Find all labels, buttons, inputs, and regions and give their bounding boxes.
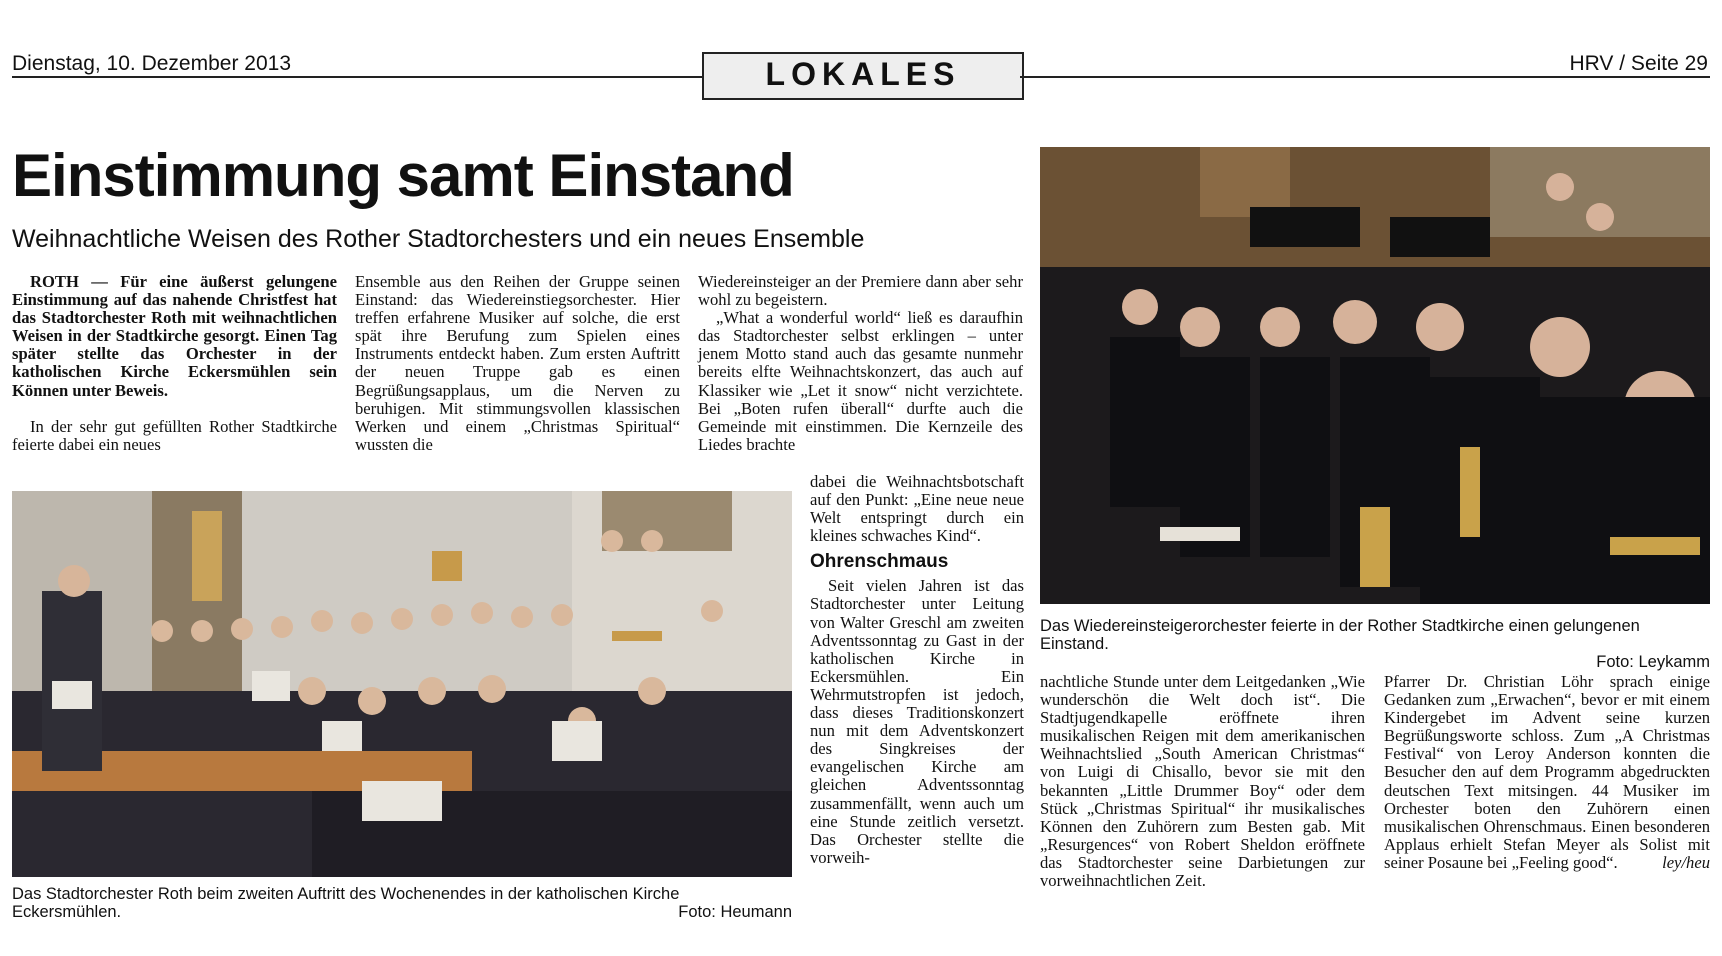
header-rule-left bbox=[12, 76, 702, 78]
paragraph: Ensemble aus den Reihen der Gruppe seinen Einstand: das Wiedereinstiegsorchester. Hier treffen erfahrene Musiker auf solche, die erst spät ihre Berufung zum Spielen eines Instruments entdeckt haben. Zum ersten Auftritt der neuen Truppe gab es einen Begrüßungsapplaus, um die Nerven zu beruhigen. Mit stimmungsvollen klassischen Werken und einem „Christmas Spiritual“ wussten die bbox=[355, 272, 680, 454]
paragraph: In der sehr gut gefüllten Rother Stadtkirche feierte dabei ein neues bbox=[12, 416, 337, 454]
header-rule-right bbox=[1020, 76, 1710, 78]
lead-paragraph: ROTH — Für eine äußerst gelungene Einstimmung auf das nahende Christfest hat das Stadtorchester Roth mit weihnachtlichen Weisen in der Stadtkirche gesorgt. Einen Tag später stellte das Orchester in der katholischen Kirche Eckersmühlen sein Können unter Beweis. bbox=[12, 272, 337, 400]
subheading-ohrenschmaus: Ohrenschmaus bbox=[810, 551, 949, 573]
text-column-5 bbox=[1384, 673, 1710, 872]
issue-date: Dienstag, 10. Dezember 2013 bbox=[12, 52, 291, 75]
headline: Einstimmung samt Einstand bbox=[12, 142, 794, 209]
text-column-2 bbox=[355, 273, 680, 454]
author-signature: ley/heu bbox=[1662, 853, 1710, 873]
section-label: LOKALES bbox=[702, 52, 1024, 100]
caption-text: Das Stadtorchester Roth beim zweiten Auftritt des Wochenendes in der katholischen Kirche Eckersmühlen. bbox=[12, 885, 680, 921]
photo-credit: Foto: Heumann bbox=[678, 903, 792, 921]
text-column-3-bottom bbox=[810, 473, 1024, 867]
photo-stadtorchester bbox=[12, 491, 792, 877]
text-column-3-top bbox=[698, 273, 1023, 454]
photo-wiedereinsteigerorchester bbox=[1040, 147, 1710, 604]
orchestra-church-image bbox=[12, 491, 792, 877]
text-column-1 bbox=[12, 273, 337, 454]
paragraph: Wiedereinsteiger an der Premiere dann aber sehr wohl zu begeistern. bbox=[698, 272, 1023, 310]
page-number: HRV / Seite 29 bbox=[1569, 52, 1708, 75]
photo-left-caption bbox=[12, 885, 792, 921]
photo-right-caption bbox=[1040, 617, 1710, 671]
paragraph: Pfarrer Dr. Christian Löhr sprach einige Gedanken zum „Erwachen“, bevor er mit einem Kindergebet im Advent seine kurzen Begrüßungsworte schloss. Zum „A Christmas Festival“ von Leroy Anderson konnten die Besucher den auf dem Programm abgedruckten deutschen Text mitsingen. 44 Musiker im Orchester boten den Zuhörern einen musikalischen Ohrenschmaus. Einen besonderen Applaus erhielt Stefan Meyer als Solist mit seiner Posaune bei „Feeling good“. bbox=[1384, 672, 1710, 872]
paragraph: Seit vielen Jahren ist das Stadtorchester unter Leitung von Walter Greschl am zweiten Adventssonntag zu Gast in der katholischen Kirche in Eckersmühlen. Ein Wehrmutstropfen ist jedoch, dass dieses Traditionskonzert nun mit dem Adventskonzert des Singkreises der evangelischen Kirche am gleichen Adventssonntag zusammenfällt, wenn auch um eine Stunde zeitlich versetzt. Das Orchester stellte die vorweih- bbox=[810, 576, 1024, 867]
paragraph: nachtliche Stunde unter dem Leitgedanken „Wie wunderschön die Welt doch ist“. Die Stadtjugendkapelle eröffnete ihren musikalischen Reigen mit dem amerikanischen Weihnachtslied „South American Christmas“ von Luigi di Chisallo, bevor sie mit den bekannten „Little Drummer Boy“ oder dem Stück „Christmas Spiritual“ ihr musikalisches Können den Zuhörern zum Besten gab. Mit „Resurgences“ von Robert Sheldon eröffnete das Stadtorchester seine Darbietungen zur vorweihnachtlichen Zeit. bbox=[1040, 672, 1365, 891]
subheadline: Weihnachtliche Weisen des Rother Stadtorchesters und ein neues Ensemble bbox=[12, 225, 865, 253]
paragraph: dabei die Weihnachtsbotschaft auf den Punkt: „Eine neue neue Welt entspringt durch ein kleines schwaches Kind“. bbox=[810, 472, 1024, 546]
text-column-4 bbox=[1040, 673, 1365, 890]
photo-credit: Foto: Leykamm bbox=[1596, 653, 1710, 671]
caption-text: Das Wiedereinsteigerorchester feierte in der Rother Stadtkirche einen gelungenen Einstand. bbox=[1040, 617, 1640, 653]
paragraph: „What a wonderful world“ ließ es daraufhin das Stadtorchester selbst erklingen – unter jenem Motto stand auch das gesamte nunmehr bereits elfte Weihnachtskonzert, das auch auf Klassiker wie „Let it snow“ nicht verzichtete. Bei „Boten rufen überall“ durfte auch die Gemeinde mit einstimmen. Die Kernzeile des Liedes brachte bbox=[698, 308, 1023, 454]
ensemble-church-image bbox=[1040, 147, 1710, 604]
